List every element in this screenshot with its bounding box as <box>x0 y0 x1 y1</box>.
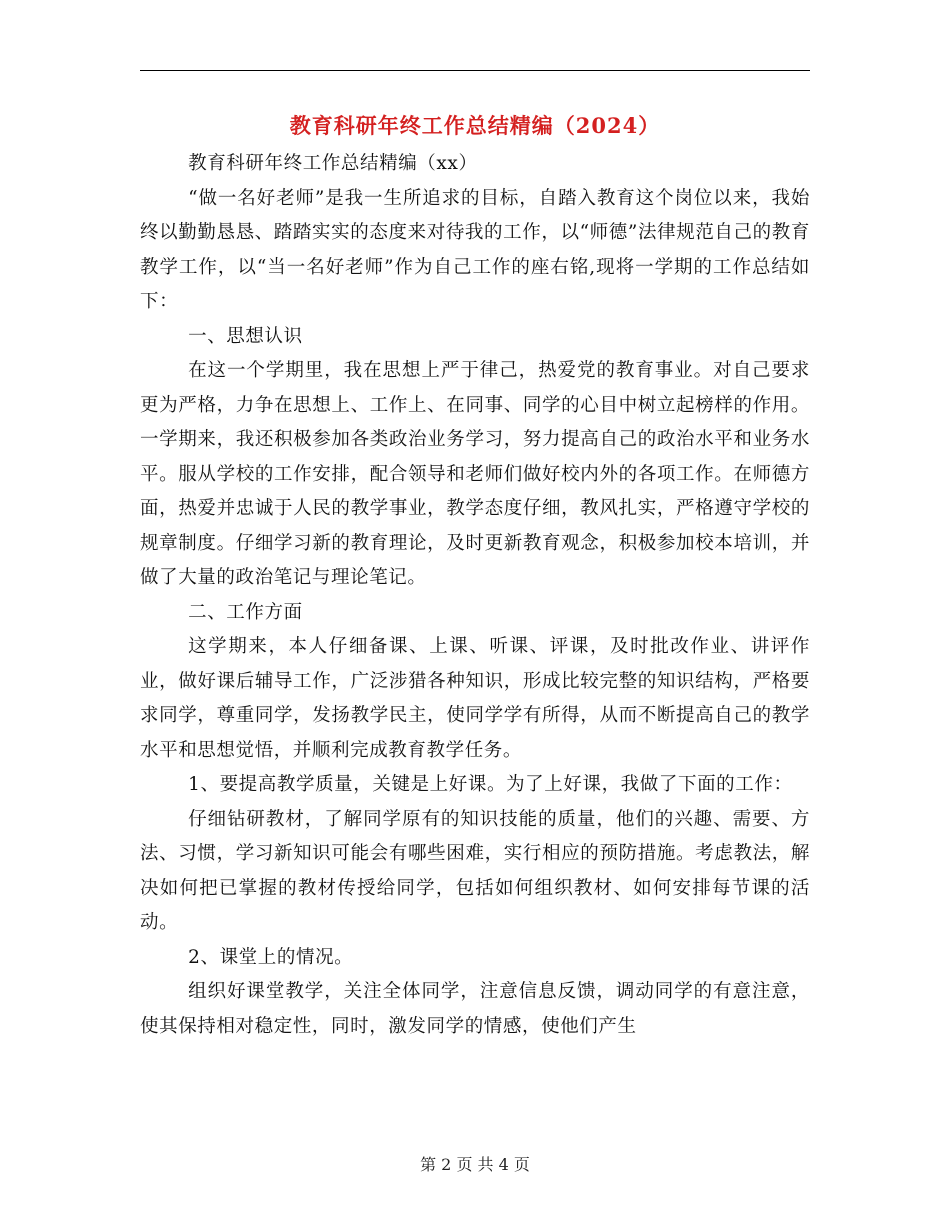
paragraph-preparation: 仔细钻研教材，了解同学原有的知识技能的质量，他们的兴趣、需要、方法、习惯，学习新知识可能会有哪些困难，实行相应的预防措施。考虑教法，解决如何把已掌握的教材传授给同学，包括如何组织教材、如何安排每节课的活动。 <box>140 808 810 933</box>
document-body <box>140 147 810 1044</box>
page-number: 第 2 页 共 4 页 <box>420 1155 530 1174</box>
paragraph-work: 这学期来，本人仔细备课、上课、听课、评课，及时批改作业、讲评作业，做好课后辅导工作，广泛涉猎各种知识，形成比较完整的知识结构，严格要求同学，尊重同学，发扬教学民主，使同学学有所得，从而不断提高自己的教学水平和思想觉悟，并顺利完成教育教学任务。 <box>140 636 810 761</box>
item-heading-classroom: 2、课堂上的情况。 <box>188 946 354 968</box>
paragraph-thought: 在这一个学期里，我在思想上严于律己，热爱党的教育事业。对自己要求更为严格，力争在思想上、工作上、在同事、同学的心目中树立起榜样的作用。一学期来，我还积极参加各类政治业务学习，努力提高自己的政治水平和业务水平。服从学校的工作安排，配合领导和老师们做好校内外的各项工作。在师德方面，热爱并忠诚于人民的教学事业，教学态度仔细，教风扎实，严格遵守学校的规章制度。仔细学习新的教育理论，及时更新教育观念，积极参加校本培训，并做了大量的政治笔记与理论笔记。 <box>140 360 810 588</box>
section-heading-thought: 一、思想认识 <box>188 325 303 347</box>
header-rule <box>140 70 810 71</box>
paragraph-intro: “做一名好老师”是我一生所追求的目标，自踏入教育这个岗位以来，我始终以勤勤恳恳、踏踏实实的态度来对待我的工作，以“师德”法律规范自己的教育教学工作，以“当一名好老师”作为自己工作的座右铭,现将一学期的工作总结如下： <box>140 187 810 312</box>
item-heading-teaching-quality: 1、要提高教学质量，关键是上好课。为了上好课，我做了下面的工作： <box>188 774 793 795</box>
section-heading-work: 二、工作方面 <box>188 601 303 623</box>
paragraph-subtitle: 教育科研年终工作总结精编（xx） <box>188 153 478 174</box>
paragraph-classroom: 组织好课堂教学，关注全体同学，注意信息反馈，调动同学的有意注意，使其保持相对稳定性，同时，激发同学的情感，使他们产生 <box>140 981 810 1037</box>
document-title: 教育科研年终工作总结精编（2024） <box>289 113 661 138</box>
